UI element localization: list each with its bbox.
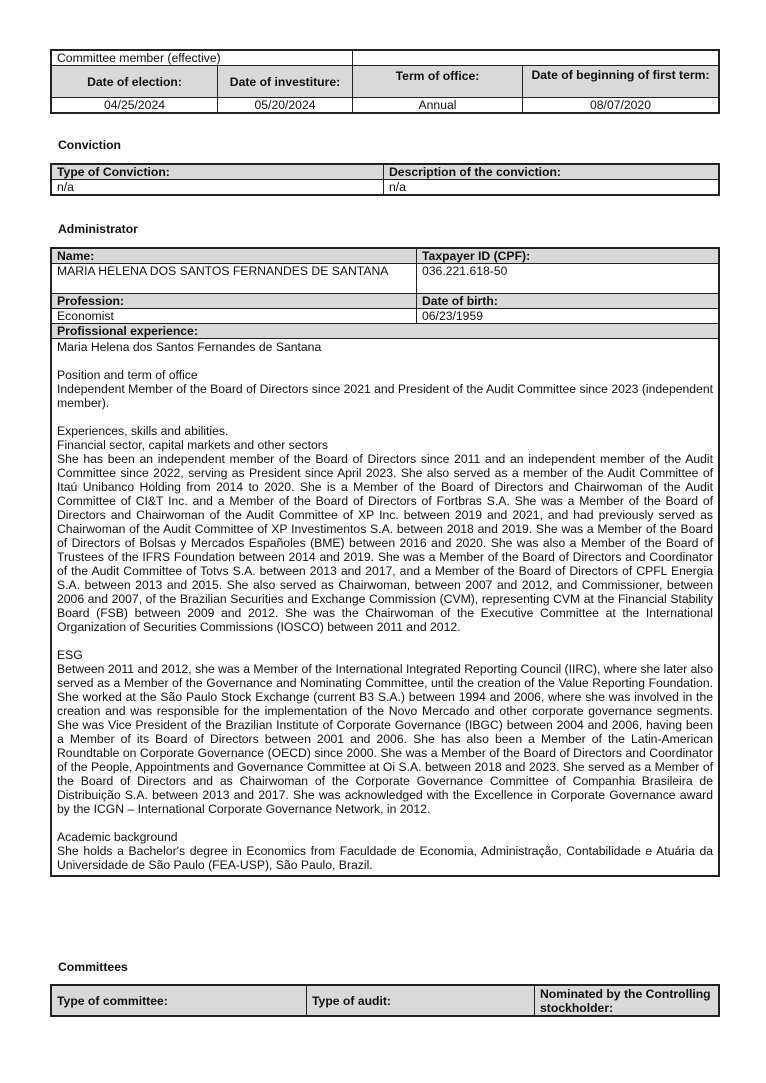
name-value: MARIA HELENA DOS SANTOS FERNANDES DE SANTANA: [52, 264, 417, 294]
experience-body: [52, 339, 719, 876]
nominated-by-controlling-header: Nominated by the Controlling stockholder:: [535, 986, 719, 1016]
date-of-election-header: Date of election:: [52, 66, 218, 98]
academic-heading: Academic background: [57, 830, 178, 844]
term-of-office-header: Term of office:: [353, 66, 523, 98]
conviction-description-header: Description of the conviction:: [384, 165, 719, 180]
administrator-heading: Administrator: [58, 222, 138, 236]
academic-text: She holds a Bachelor's degree in Economics from Faculdade de Economia, Administração, Contabilidade e Atuária da Universidade de São Paulo (FEA-USP), São Paulo, Brazil.: [57, 844, 713, 872]
cpf-label: Taxpayer ID (CPF):: [417, 249, 719, 264]
conviction-table: [51, 164, 719, 195]
committee-member-label: Committee member (effective): [52, 51, 353, 66]
conviction-type-value: n/a: [52, 180, 384, 195]
name-label: Name:: [52, 249, 417, 264]
date-of-investiture-value: 05/20/2024: [218, 98, 353, 113]
dob-value: 06/23/1959: [417, 309, 719, 324]
skills-heading: Experiences, skills and abilities.: [57, 424, 229, 438]
financial-text: She has been an independent member of the Board of Directors since 2011 and an independent member of the Audit Committee since 2022, serving as President since April 2023. She also served as a member of the Audit Committee of Itaú Unibanco Holding from 2014 to 2020. She is a Member of the Board of Directors and Chairwoman of the Audit Committee of CI&T Inc. and a Member of the Board of Directors of Fortbras S.A. She was a Member of the Board of Directors and Chairwoman of the Audit Committee of XP Inc. between 2019 and 2021, and had previously served as Chairwoman of the Audit Committee of XP Investimentos S.A. between 2018 and 2019. She was a Member of the Board of Directors of Bolsas y Mercados Españoles (BME) between 2016 and 2020. She was also a Member of the Board of Trustees of the IFRS Foundation between 2014 and 2019. She was a Member of the Board of Directors and Coordinator of the Audit Committee of Totvs S.A. between 2013 and 2017, and a Member of the Board of Directors of CPFL Energia S.A. between 2013 and 2015. She also served as Chairwoman, between 2007 and 2012, and Commissioner, between 2006 and 2007, of the Brazilian Securities and Exchange Commission (CVM), representing CVM at the Financial Stability Board (FSB) between 2009 and 2012. She was the Chairwoman of the Executive Committee at the International Organization of Securities Commissions (IOSCO) between 2011 and 2012.: [57, 452, 713, 634]
conviction-heading: Conviction: [58, 138, 121, 152]
term-of-office-value: Annual: [353, 98, 523, 113]
first-term-date-value: 08/07/2020: [523, 98, 719, 113]
conviction-description-value: n/a: [384, 180, 719, 195]
first-term-date-header: Date of beginning of first term:: [523, 66, 719, 98]
administrator-table: [51, 248, 719, 876]
profession-label: Profession:: [52, 294, 417, 309]
position-text: Independent Member of the Board of Directors since 2021 and President of the Audit Committee since 2023 (independent member).: [57, 382, 713, 410]
experience-label: Profissional experience:: [52, 324, 719, 339]
committee-type-header: Type of committee:: [52, 986, 307, 1016]
dob-label: Date of birth:: [417, 294, 719, 309]
profession-value: Economist: [52, 309, 417, 324]
cpf-value: 036.221.618-50: [417, 264, 719, 294]
financial-heading: Financial sector, capital markets and other sectors: [57, 438, 328, 452]
date-of-election-value: 04/25/2024: [52, 98, 218, 113]
position-heading: Position and term of office: [57, 368, 198, 382]
date-of-investiture-header: Date of investiture:: [218, 66, 353, 98]
audit-type-header: Type of audit:: [307, 986, 535, 1016]
conviction-type-header: Type of Conviction:: [52, 165, 384, 180]
committees-table: [51, 985, 719, 1016]
esg-text: Between 2011 and 2012, she was a Member of the International Integrated Reporting Council (IIRC), where she later also served as a Member of the Governance and Nominating Committee, until the creation of the Value Reporting Foundation. She worked at the São Paulo Stock Exchange (current B3 S.A.) between 1994 and 2006, where she was involved in the creation and was responsible for the implementation of the Novo Mercado and other corporate governance segments. She was Vice President of the Brazilian Institute of Corporate Governance (IBGC) between 2004 and 2006, having been a Member of its Board of Directors between 2001 and 2006. She has also been a Member of the Latin-American Roundtable on Corporate Governance (OECD) since 2000. She was a Member of the Board of Directors and Coordinator of the People, Appointments and Governance Committee at Oi S.A. between 2018 and 2023. She served as a Member of the Board of Directors and as Chairwoman of the Corporate Governance Committee of Companhia Brasileira de Distribuição S.A. between 2013 and 2017. She was acknowledged with the Excellence in Corporate Governance award by the ICGN – International Corporate Governance Network, in 2012.: [57, 662, 713, 816]
committees-heading: Committees: [58, 960, 128, 974]
committee-member-blank-cell: [353, 51, 719, 66]
experience-name-line: Maria Helena dos Santos Fernandes de Santana: [57, 340, 322, 354]
esg-heading: ESG: [57, 648, 83, 662]
committee-member-table: [51, 50, 719, 113]
